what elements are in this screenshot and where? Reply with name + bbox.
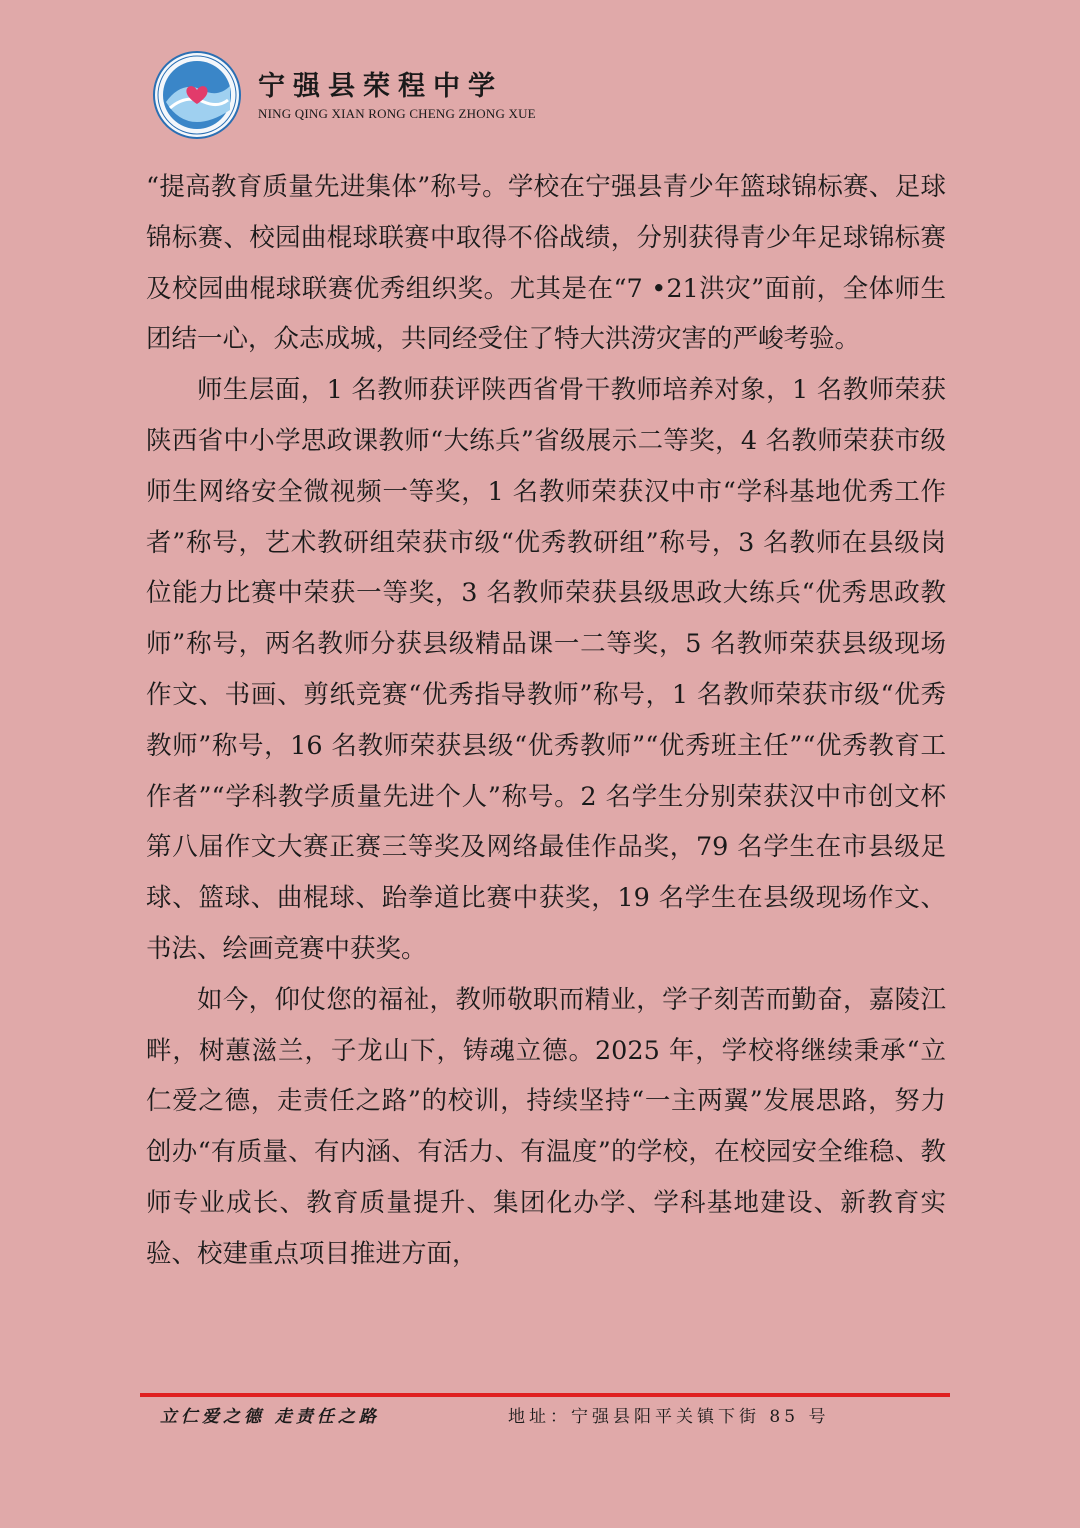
paragraph-outlook: 如今，仰仗您的福祉，教师敬职而精业，学子刻苦而勤奋，嘉陵江畔，树蕙滋兰，子龙山下，铸魂立德。2025 年，学校将继续秉承“立仁爱之德，走责任之路”的校训，持续坚持“一主两翼”发展思路，努力创办“有质量、有内涵、有活力、有温度”的学校，在校园安全维稳、教师专业成长、教育质量提升、集团化办学、学科基地建设、新教育实验、校建重点项目推进方面， (146, 984, 946, 1269)
footer-divider (140, 1393, 950, 1397)
school-name: 宁强县荣程中学 (258, 71, 503, 102)
school-emblem-icon (152, 50, 242, 140)
school-pinyin: NING QING XIAN RONG CHENG ZHONG XUE (258, 106, 536, 121)
paragraph-continuation: “提高教育质量先进集体”称号。学校在宁强县青少年篮球锦标赛、足球锦标赛、校园曲棍球联赛中取得不俗战绩，分别获得青少年足球锦标赛及校园曲棍球联赛优秀组织奖。尤其是在“7 •21洪灾”面前，全体师生团结一心，众志成城，共同经受住了特大洪涝灾害的严峻考验。 (146, 172, 946, 355)
footer-address: 地址：宁强县阳平关镇下街 85 号 (508, 1407, 830, 1427)
document-body (146, 162, 946, 1280)
page-header (152, 50, 752, 140)
footer-motto: 立仁爱之德 走责任之路 (160, 1407, 380, 1427)
paragraph-teachers-students: 师生层面，1 名教师获评陕西省骨干教师培养对象，1 名教师荣获陕西省中小学思政课教师“大练兵”省级展示二等奖，4 名教师荣获市级师生网络安全微视频一等奖，1 名教师荣获汉中市“学科基地优秀工作者”称号，艺术教研组荣获市级“优秀教研组”称号，3 名教师在县级岗位能力比赛中荣获一等奖，3 名教师荣获县级思政大练兵“优秀思政教师”称号，两名教师分获县级精品课一二等奖，5 名教师荣获县级现场作文、书画、剪纸竞赛“优秀指导教师”称号，1 名教师荣获市级“优秀教师”称号，16 名教师荣获县级“优秀教师”“优秀班主任”“优秀教育工作者”“学科教学质量先进个人”称号。2 名学生分别荣获汉中市创文杯第八届作文大赛正赛三等奖及网络最佳作品奖，79 名学生在市县级足球、篮球、曲棍球、跆拳道比赛中获奖，19 名学生在县级现场作文、书法、绘画竞赛中获奖。 (146, 375, 946, 964)
